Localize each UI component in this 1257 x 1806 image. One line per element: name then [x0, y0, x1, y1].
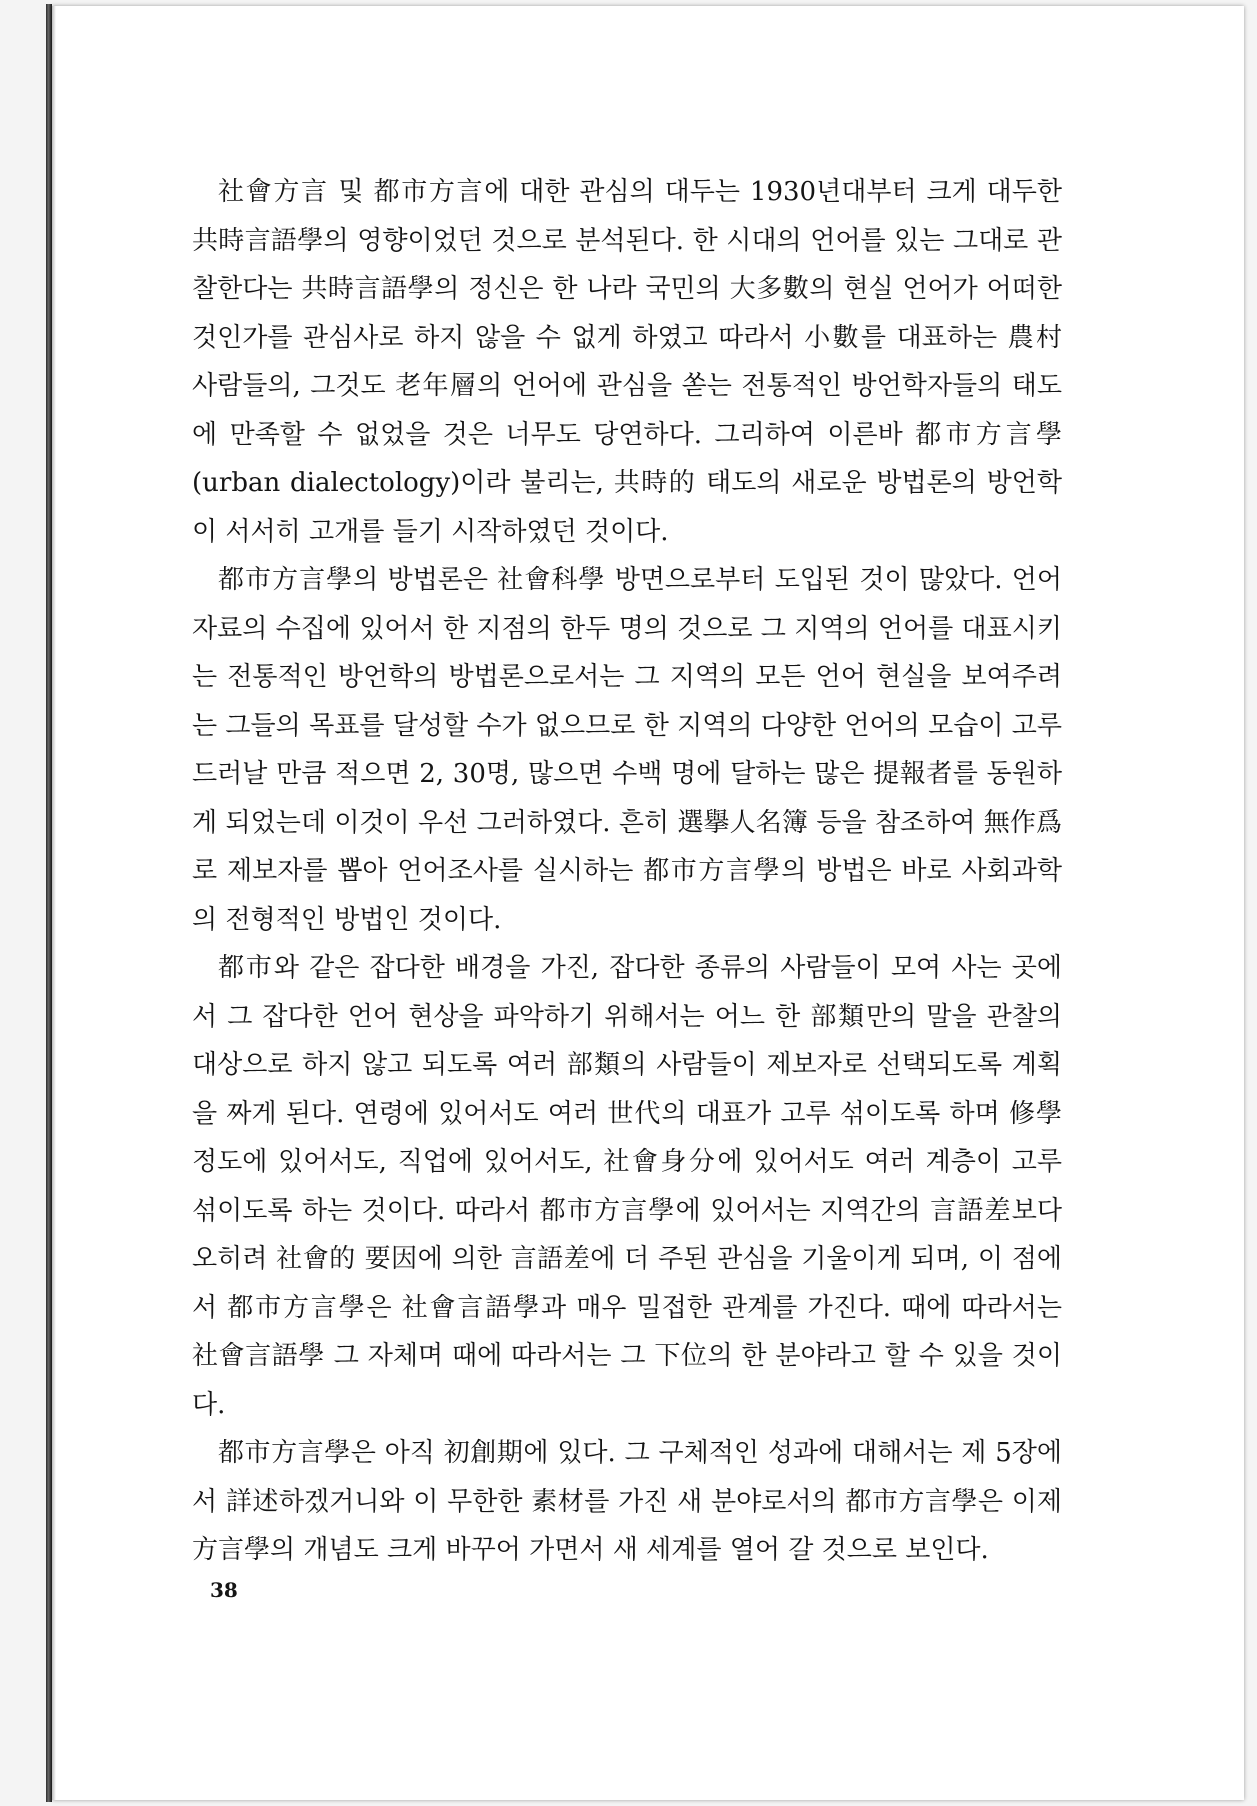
- paragraph-1: 社會方言 및 都市方言에 대한 관심의 대두는 1930년대부터 크게 대두한 共時言語學의 영향이었던 것으로 분석된다. 한 시대의 언어를 있는 그대로 관찰한다는 共時言語學의 정신은 한 나라 국민의 大多數의 현실 언어가 어떠한 것인가를 관심사로 하지 않을 수 없게 하였고 따라서 小數를 대표하는 農村 사람들의, 그것도 老年層의 언어에 관심을 쏟는 전통적인 방언학자들의 태도에 만족할 수 없었을 것은 너무도 당연하다. 그리하여 이른바 都市方言學(urban dialectology)이라 불리는, 共時的 태도의 새로운 방법론의 방언학이 서서히 고개를 들기 시작하였던 것이다.: [192, 177, 1062, 547]
- page-gutter-shadow: [52, 6, 56, 1800]
- paragraph-3: 都市와 같은 잡다한 배경을 가진, 잡다한 종류의 사람들이 모여 사는 곳에서 그 잡다한 언어 현상을 파악하기 위해서는 어느 한 部類만의 말을 관찰의 대상으로 하지 않고 되도록 여러 部類의 사람들이 제보자로 선택되도록 계획을 짜게 된다. 연령에 있어서도 여러 世代의 대표가 고루 섞이도록 하며 修學 정도에 있어서도, 직업에 있어서도, 社會身分에 있어서도 여러 계층이 고루 섞이도록 하는 것이다. 따라서 都市方言學에 있어서는 지역간의 言語差보다 오히려 社會的 要因에 의한 言語差에 더 주된 관심을 기울이게 되며, 이 점에서 都市方言學은 社會言語學과 매우 밀접한 관계를 가진다. 때에 따라서는 社會言語學 그 자체며 때에 따라서는 그 下位의 한 분야라고 할 수 있을 것이다.: [192, 953, 1062, 1420]
- paragraph-2: 都市方言學의 방법론은 社會科學 방면으로부터 도입된 것이 많았다. 언어 자료의 수집에 있어서 한 지점의 한두 명의 것으로 그 지역의 언어를 대표시키는 전통적인 방언학의 방법론으로서는 그 지역의 모든 언어 현실을 보여주려는 그들의 목표를 달성할 수가 없으므로 한 지역의 다양한 언어의 모습이 고루 드러날 만큼 적으면 2, 30명, 많으면 수백 명에 달하는 많은 提報者를 동원하게 되었는데 이것이 우선 그러하였다. 흔히 選擧人名簿 등을 참조하여 無作爲로 제보자를 뽑아 언어조사를 실시하는 都市方言學의 방법은 바로 사회과학의 전형적인 방법인 것이다.: [192, 565, 1062, 935]
- paragraph-4: 都市方言學은 아직 初創期에 있다. 그 구체적인 성과에 대해서는 제 5장에서 詳述하겠거니와 이 무한한 素材를 가진 새 분야로서의 都市方言學은 이제 方言學의 개념도 크게 바꾸어 가면서 새 세계를 열어 갈 것으로 보인다.: [192, 1438, 1062, 1565]
- body-text: [192, 168, 1062, 1575]
- page-number: 38: [210, 1578, 238, 1602]
